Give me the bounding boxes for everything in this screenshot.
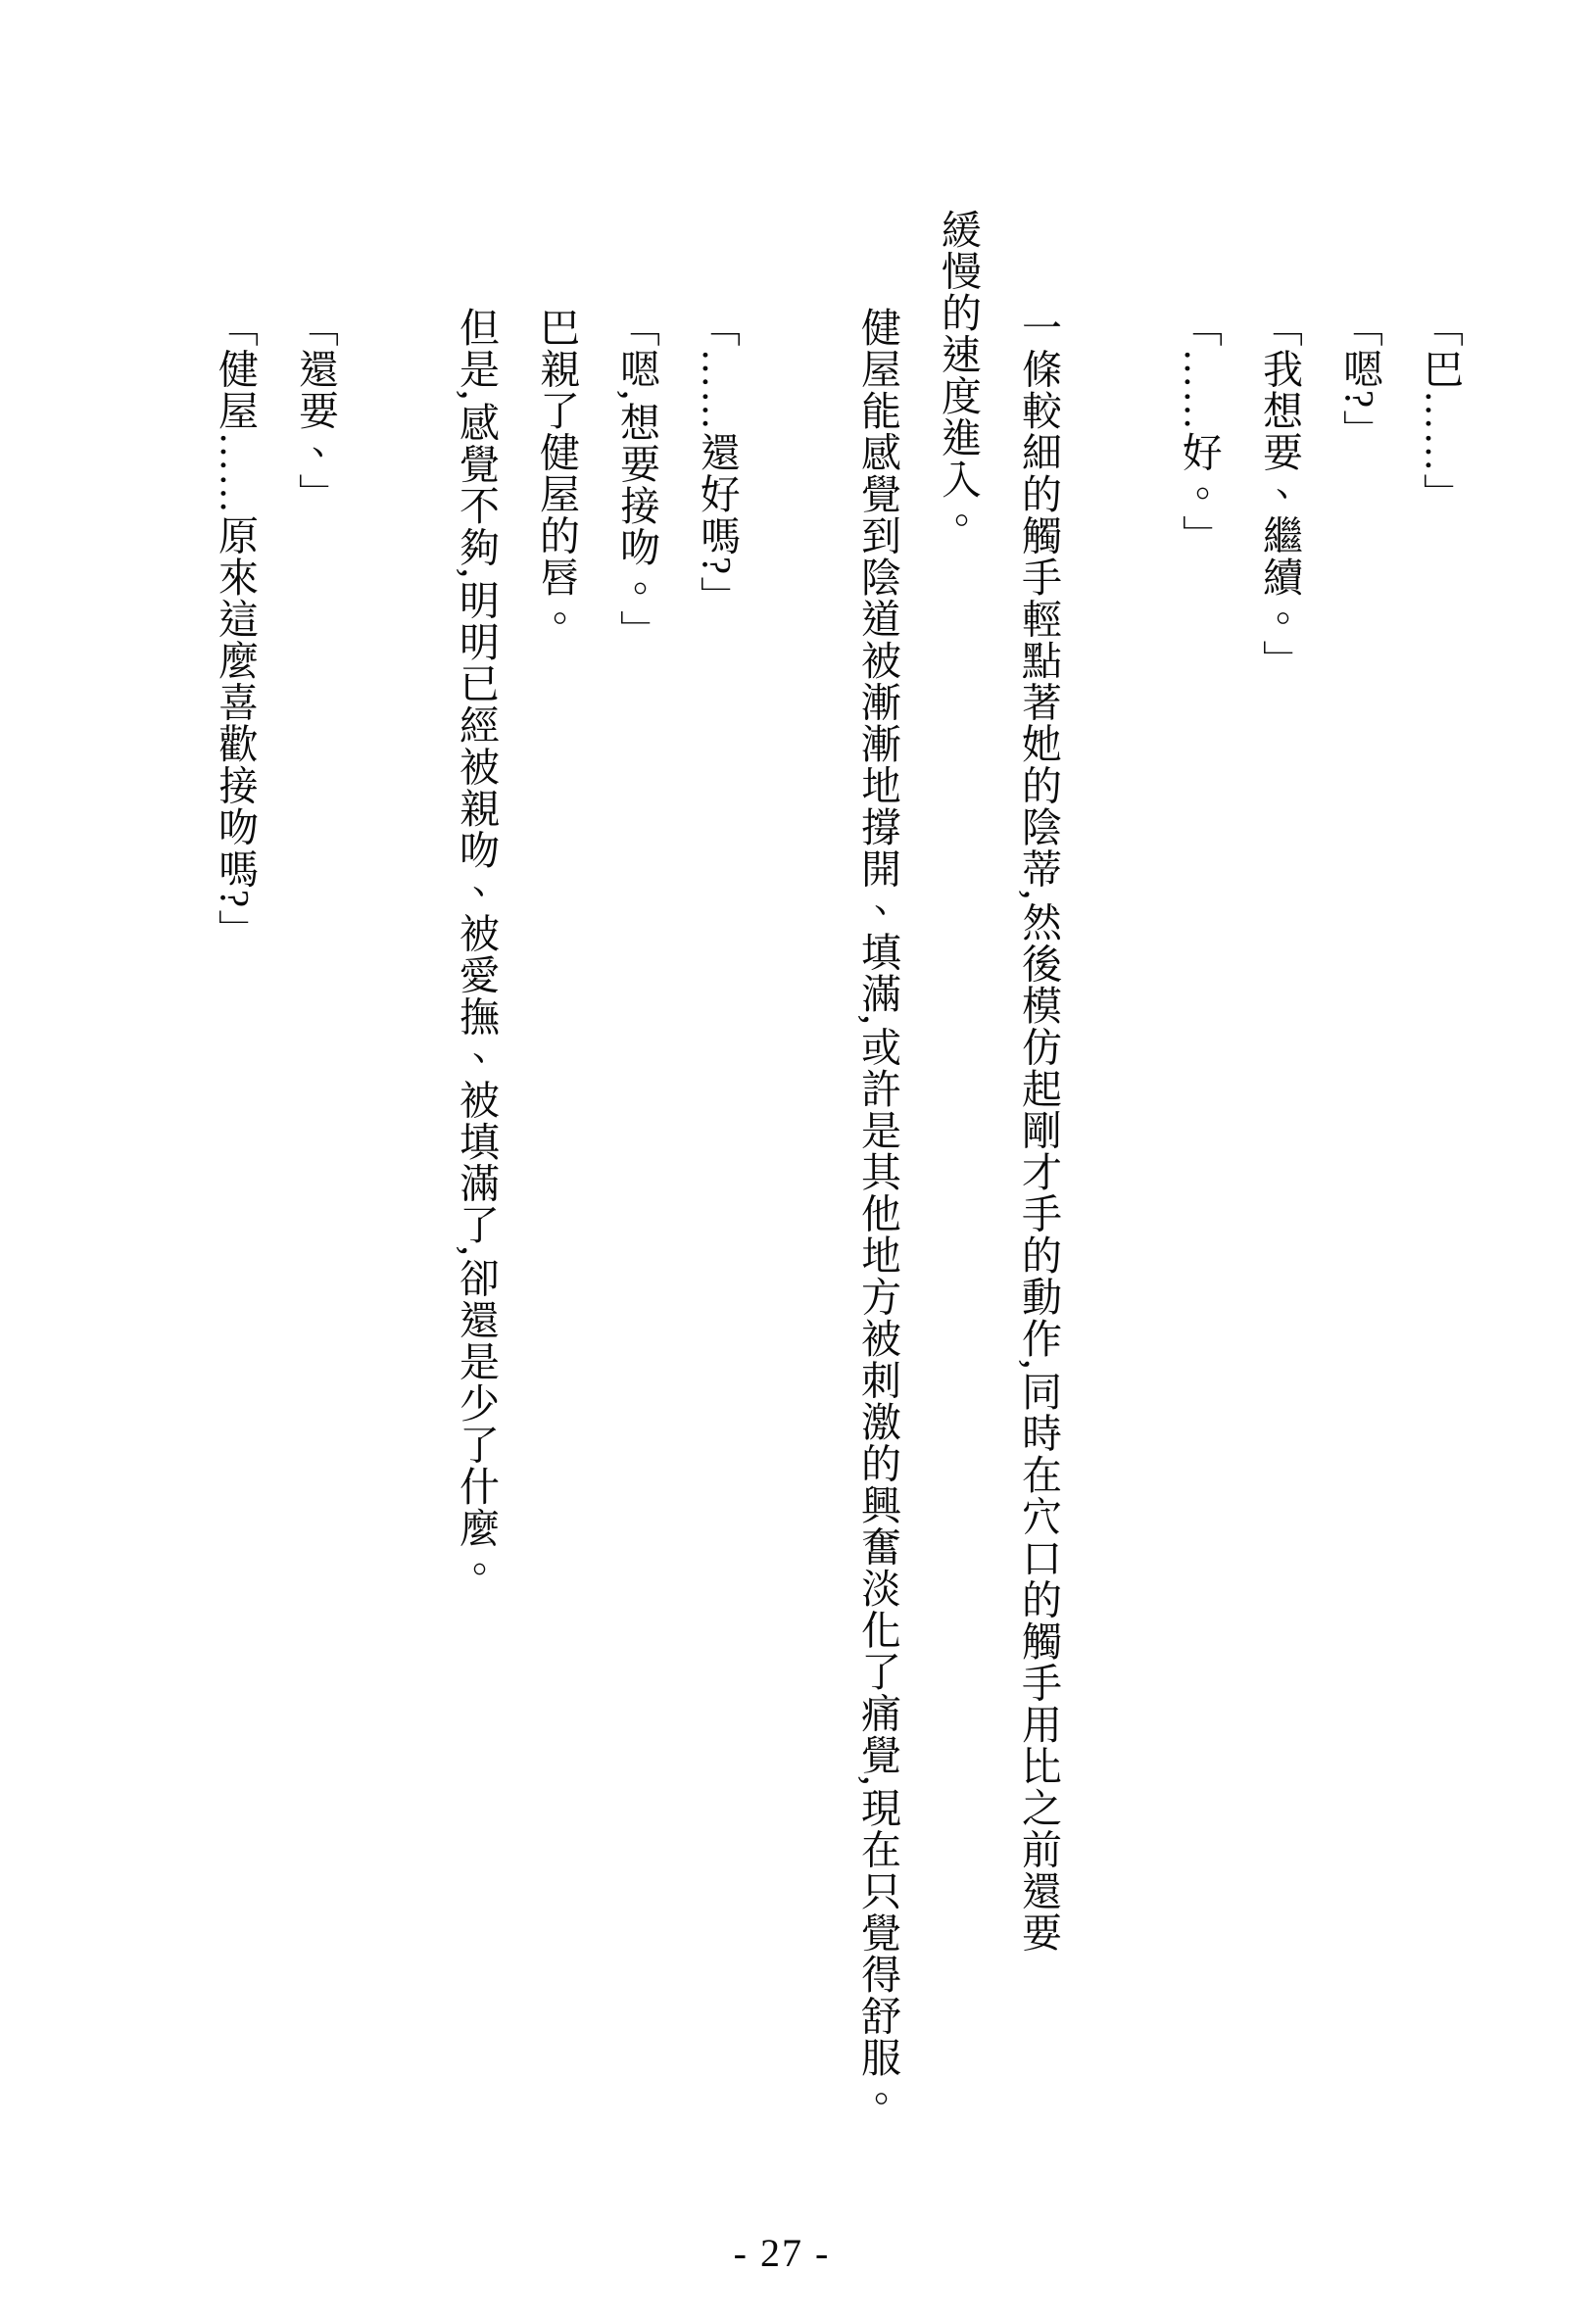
narration-line-1-continued: 緩慢的速度進入。: [936, 209, 981, 542]
dialogue-line-2: 「嗯?」: [1337, 307, 1382, 452]
dialogue-line-1: 「巴……」: [1418, 307, 1463, 515]
dialogue-line-8: 「健屋……原來這麼喜歡接吻嗎?」: [213, 307, 258, 951]
narration-line-2: 健屋能感覺到陰道被漸漸地撐開、填滿,或許是其他地方被刺激的興奮淡化了痛覺,現在只覺得舒服。: [855, 307, 900, 2120]
page-number: - 27 -: [733, 2231, 831, 2275]
dialogue-line-3: 「我想要、繼續。」: [1257, 307, 1302, 682]
dialogue-line-7: 「還要、」: [293, 307, 338, 515]
narration-line-3: 巴親了健屋的唇。: [534, 307, 579, 640]
dialogue-line-6: 「嗯,想要接吻。」: [614, 307, 659, 652]
dialogue-line-5: 「……還好嗎?」: [695, 307, 740, 618]
vertical-text-body: [195, 209, 1480, 2198]
narration-line-1: 一條較細的觸手輕點著她的陰蒂,然後模仿起剛才手的動作,同時在穴口的觸手用比之前還要: [1016, 307, 1061, 1954]
narration-line-4: 但是,感覺不夠,明明已經被親吻、被愛撫、被填滿了,卻還是少了什麼。: [454, 307, 499, 1591]
dialogue-line-4: 「……好。」: [1177, 307, 1222, 556]
